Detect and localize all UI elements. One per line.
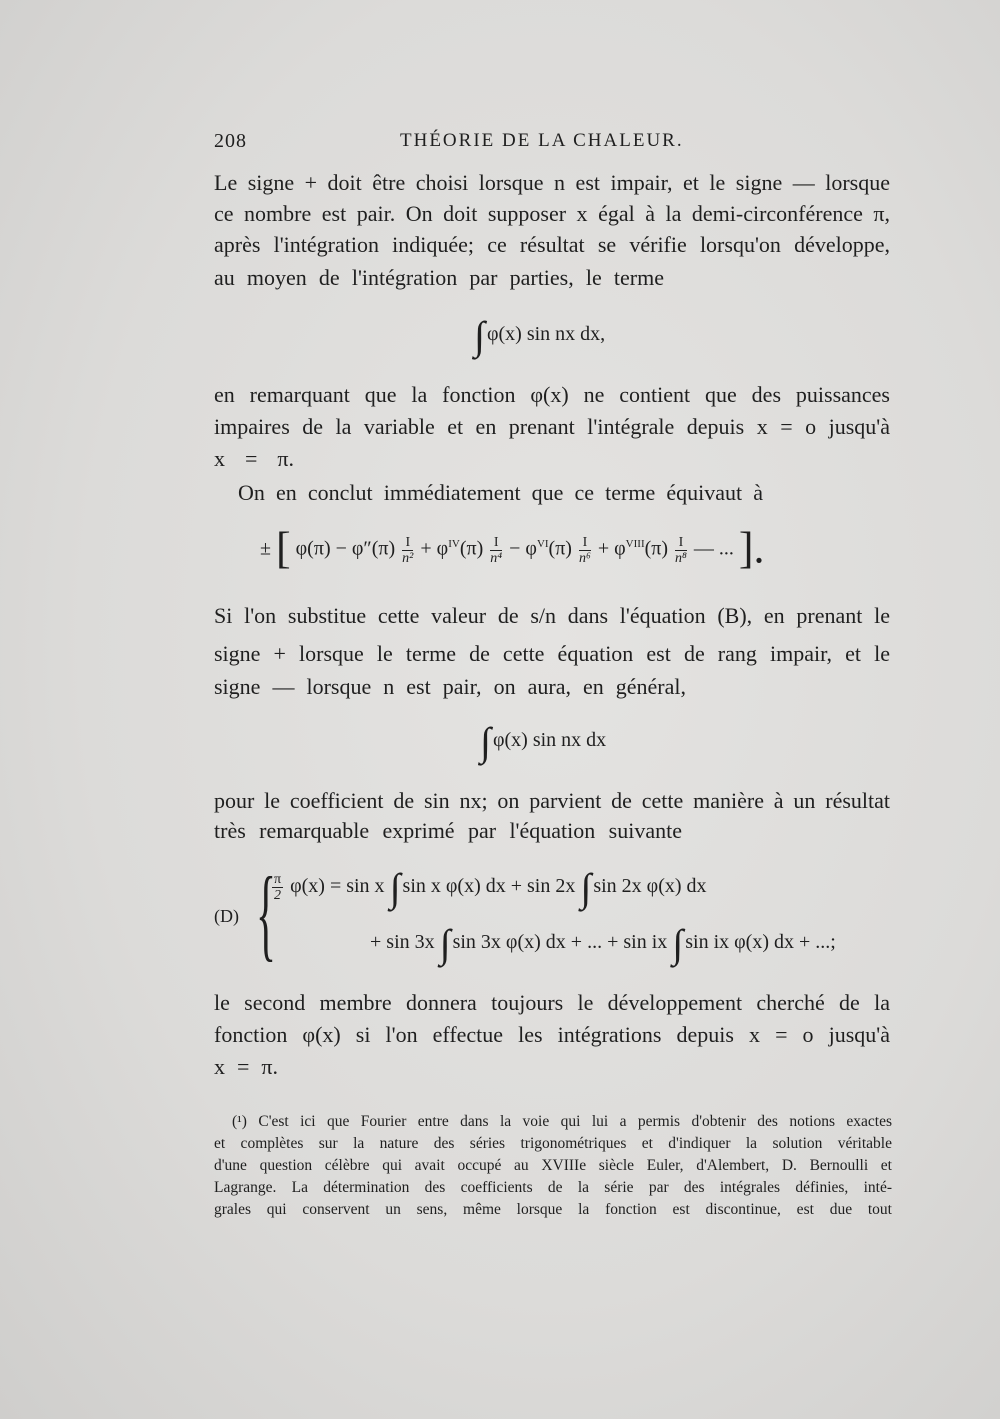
footnote-line: (¹) C'est ici que Fourier entre dans la voie qui lui a permis d'obtenir des notions exactes	[232, 1113, 892, 1130]
text-line: impaires de la variable et en prenant l'intégrale depuis x = o jusqu'à	[214, 414, 890, 439]
integral-sign: ∫	[474, 313, 485, 358]
fraction: $\frac{I}{\text{n⁸}}$	[675, 534, 687, 566]
equation-text: φ(x) sin nx dx	[492, 729, 607, 751]
text-line: pour le coefficient de sin nx; on parvient de cette manière à un résultat	[214, 788, 890, 813]
integral-sign: ∫	[672, 921, 684, 966]
equation-text: + sin 3x	[370, 931, 435, 953]
text-line: après l'intégration indiquée; ce résultat se vérifie lorsqu'on développe,	[214, 232, 890, 257]
left-brace: {	[256, 856, 276, 971]
integral-sign: ∫	[480, 719, 491, 764]
text-line: signe + lorsque le terme de cette équation est de rang impair, et le	[214, 641, 890, 666]
text-line: très remarquable exprimé par l'équation suivante	[214, 818, 682, 843]
open-bracket: [	[275, 523, 291, 573]
text-line: Le signe + doit être choisi lorsque n est impair, et le signe — lorsque	[214, 170, 890, 195]
equation-text: φ(x) = sin x	[290, 875, 385, 898]
equation-text: − φ	[509, 537, 537, 560]
equation-series	[260, 523, 765, 573]
equation-text: sin 3x φ(x) dx + ... + sin ix	[452, 931, 668, 953]
footnote-line: et complètes sur la nature des séries trigonométriques et d'indiquer la solution véritable	[214, 1135, 892, 1152]
equation-integral-term	[474, 313, 606, 358]
plus-minus: ±	[260, 537, 271, 560]
equation-text: sin x φ(x) dx + sin 2x	[402, 875, 576, 898]
text-line: en remarquant que la fonction φ(x) ne contient que des puissances	[214, 382, 890, 407]
footnote-line: grales qui conservent un sens, même lorsque la fonction est discontinue, est due tout	[214, 1201, 892, 1218]
text-line: ce nombre est pair. On doit supposer x égal à la demi-circonférence π,	[214, 201, 890, 226]
integral-sign: ∫	[389, 865, 401, 911]
equation-d-line1	[270, 865, 707, 911]
footnote-line: d'une question célèbre qui avait occupé au XVIIIe siècle Euler, d'Alembert, D. Bernoulli et	[214, 1157, 892, 1174]
equation-text: (π)	[459, 537, 484, 560]
fraction: $\frac{I}{\text{n⁶}}$	[578, 534, 591, 566]
fraction: $\frac{I}{\text{n⁴}}$	[490, 534, 503, 566]
integral-sign: ∫	[439, 921, 451, 966]
equation-d-line2	[370, 921, 836, 966]
equation-text: sin ix φ(x) dx + ...;	[685, 931, 836, 953]
text-line: Si l'on substitue cette valeur de s/n dans l'équation (B), en prenant le	[214, 603, 890, 628]
equation-text: + φ	[420, 537, 449, 560]
superscript: VI	[536, 538, 549, 550]
integral-sign: ∫	[580, 865, 592, 911]
equation-text: + φ	[597, 537, 626, 560]
superscript: IV	[448, 538, 460, 550]
text-line: au moyen de l'intégration par parties, le terme	[214, 265, 664, 290]
text-line: fonction φ(x) si l'on effectue les intégrations depuis x = o jusqu'à	[214, 1022, 890, 1047]
equation-label: (D)	[214, 906, 239, 926]
text-line: On en conclut immédiatement que ce terme équivaut à	[238, 480, 763, 505]
text-line: signe — lorsque n est pair, on aura, en général,	[214, 674, 686, 699]
equation-text: — ...	[693, 537, 734, 560]
text-line: le second membre donnera toujours le développement cherché de la	[214, 990, 890, 1015]
equation-text: (π)	[644, 537, 669, 560]
running-title: THÉORIE DE LA CHALEUR.	[400, 130, 684, 151]
equation-text: φ(x) sin nx dx,	[486, 323, 606, 345]
text-line: x = π.	[214, 1054, 278, 1079]
superscript: VIII	[625, 538, 645, 550]
footnote-line: Lagrange. La détermination des coefficients de la série par des intégrales définies, inté-	[214, 1179, 892, 1196]
fraction: $\frac{\pi}{2}$	[274, 872, 282, 903]
page-number: 208	[214, 130, 247, 152]
equation-integral-general	[480, 719, 607, 764]
fraction: $\frac{I}{\text{n²}}$	[402, 534, 414, 566]
close-bracket: ].	[738, 523, 765, 573]
text-line: x = π.	[214, 446, 294, 471]
equation-text: φ(π) − φ″(π)	[295, 537, 396, 560]
equation-text: (π)	[548, 537, 572, 560]
equation-text: sin 2x φ(x) dx	[593, 875, 707, 898]
